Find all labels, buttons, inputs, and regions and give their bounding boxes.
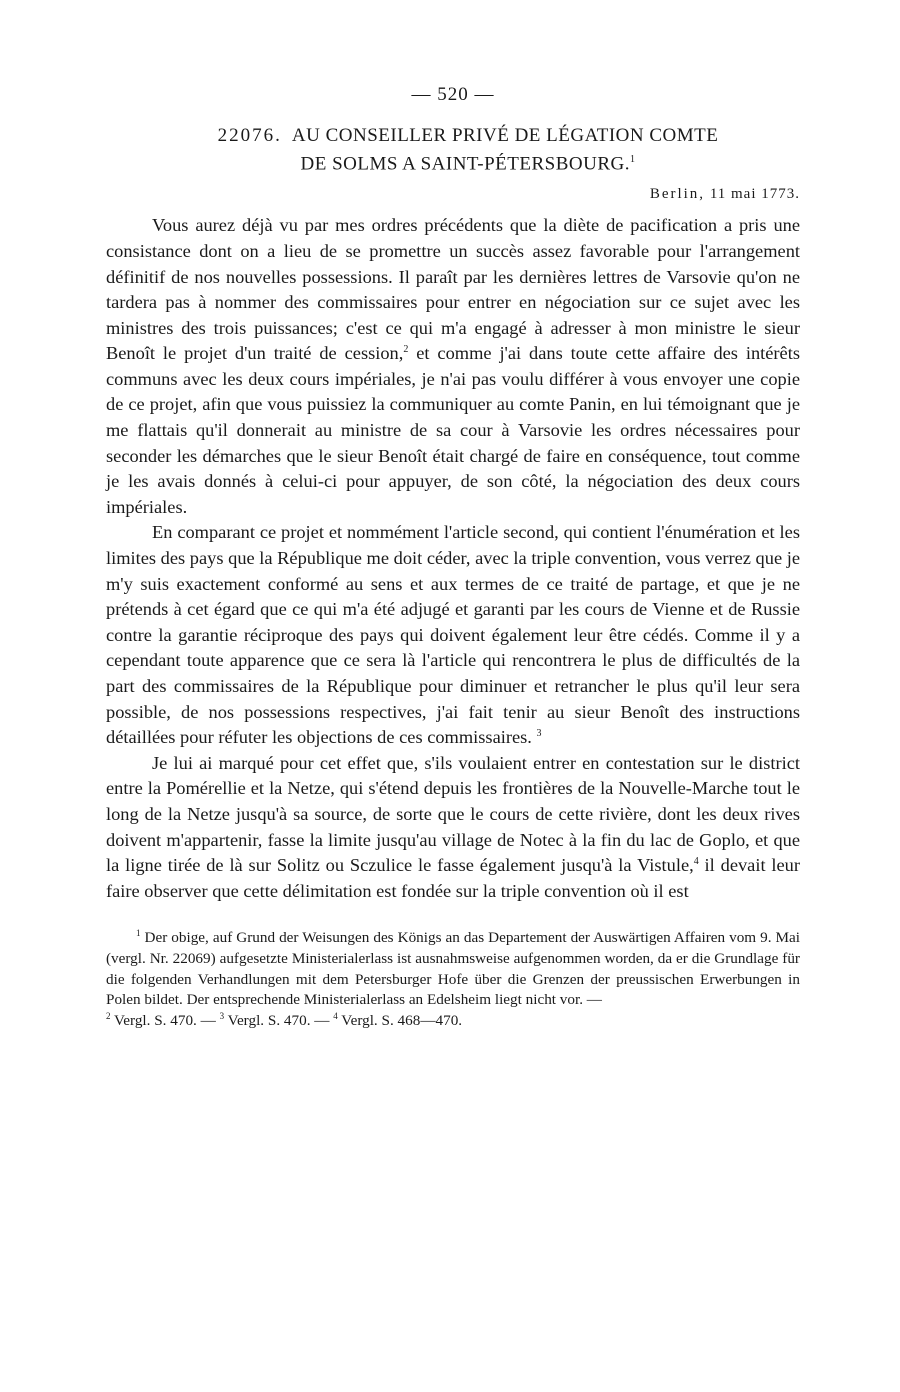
paragraph-text: En comparant ce projet et nommément l'article second, qui contient l'énumération et les limites des pays que la République me doit céder, avec la triple convention, vous verrez que je m'y suis exactement conformé au sens et aux termes de ce traité de partage, et que je ne prétends à cet égard que ce qui m'a été adjugé et garanti par les cours de Vienne et de Russie contre la garantie réciproque des pays qui doivent également leur être cédés. Comme il y a cependant toute apparence que ce sera là l'article qui rencontrera le plus de difficultés de la part des commissaires de la République pour diminuer et retrancher le plus qu'il leur sera possible, de nos possessions respectives, j'ai fait tenir au sieur Benoît des instructions détaillées pour réfuter les objections de ces commissaires. — [106, 522, 800, 748]
date-day: 11 mai 1773. — [709, 186, 800, 203]
paragraph — [106, 520, 800, 750]
letter-number: 22076. — [217, 125, 282, 146]
footnote-text: Vergl. S. 470. — — [110, 1011, 220, 1029]
letter-heading — [106, 124, 800, 176]
footnote-text: Der obige, auf Grund der Weisungen des Königs an das Departement der Auswärtigen Affairen vom 9. Mai (vergl. Nr. 22069) aufgesetzte Ministerialerlass ist ausnahmsweise aufgenommen worden, da er die Grundlage für die folgenden Verhandlungen mit dem Petersburger Hofe über die Grenzen der preussischen Erwerbungen in Polen bildet. Der entsprechende Ministerialerlass an Edelsheim liegt nicht vor. — — [106, 929, 800, 1009]
paragraph-text: il devait leur faire observer que cette délimitation est fondée sur la triple convention où il est — [106, 855, 800, 901]
footnote-ref: 1 — [629, 154, 636, 165]
paragraph-text: Je lui ai marqué pour cet effet que, s'ils voulaient entrer en contestation sur le district entre la Pomérellie et la Netze, qui s'étend depuis les frontières de la Nouvelle-Marche tout le long de la Netze jusqu'à sa source, de sorte que le cours de cette rivière, dont les deux rives doivent m'appartenir, fasse la limite jusqu'au village de Notec à la fin du lac de Goplo, et que la ligne tirée de là sur Solitz ou Sczulice le fasse également jusqu'à la Vistule, — [106, 752, 800, 876]
footnote-mark: 4 — [333, 1010, 338, 1021]
footnote-ref: 3 — [536, 728, 542, 740]
footnotes — [106, 928, 800, 1031]
paragraph — [106, 751, 800, 905]
letter-title-line2: DE SOLMS A SAINT-PÉTERSBOURG. — [300, 153, 630, 175]
letter-date — [106, 186, 800, 203]
footnote-text: Vergl. S. 468—470. — [337, 1011, 463, 1029]
footnote-mark: 2 — [106, 1010, 111, 1021]
paragraph — [106, 213, 800, 520]
paragraph-text: et comme j'ai dans toute cette affaire des intérêts communs avec les deux cours impériales, je n'ai pas voulu différer à vous envoyer une copie de ce projet, afin que vous puissiez la communiquer au comte Panin, en lui témoignant que je me flattais qu'il donnerait au ministre de sa cour à Varsovie les ordres nécessaires pour seconder les démarches que le sieur Benoît était chargé de faire en conséquence, tout comme je les avais donnés à celui-ci pour appuyer, de son côté, la négociation des deux cours impériales. — [106, 343, 800, 517]
letter-title-line1: AU CONSEILLER PRIVÉ DE LÉGATION COMTE — [291, 125, 719, 146]
date-place: Berlin, — [649, 186, 706, 203]
footnote — [106, 928, 800, 1031]
footnote-ref: 2 — [403, 344, 409, 356]
footnote-ref: 4 — [693, 856, 699, 868]
footnote-mark: 1 — [136, 928, 141, 939]
paragraph-text: Vous aurez déjà vu par mes ordres précédents que la diète de pacification a pris une consistance dont on a lieu de se promettre un succès assez favorable pour l'arrangement définitif de nos nouvelles possessions. Il paraît par les dernières lettres de Varsovie qu'on ne tardera pas à nommer des commissaires pour entrer en négociation sur ce sujet avec les ministres des trois puissances; c'est ce qui m'a engagé à adresser à mon ministre le sieur Benoît le projet d'un traité de cession, — [106, 215, 800, 364]
letter-body — [106, 213, 800, 904]
document-page — [106, 84, 800, 1031]
footnote-mark: 3 — [219, 1010, 225, 1021]
footnote-text: Vergl. S. 470. — — [224, 1011, 334, 1029]
page-number: — 520 — — [411, 84, 495, 105]
